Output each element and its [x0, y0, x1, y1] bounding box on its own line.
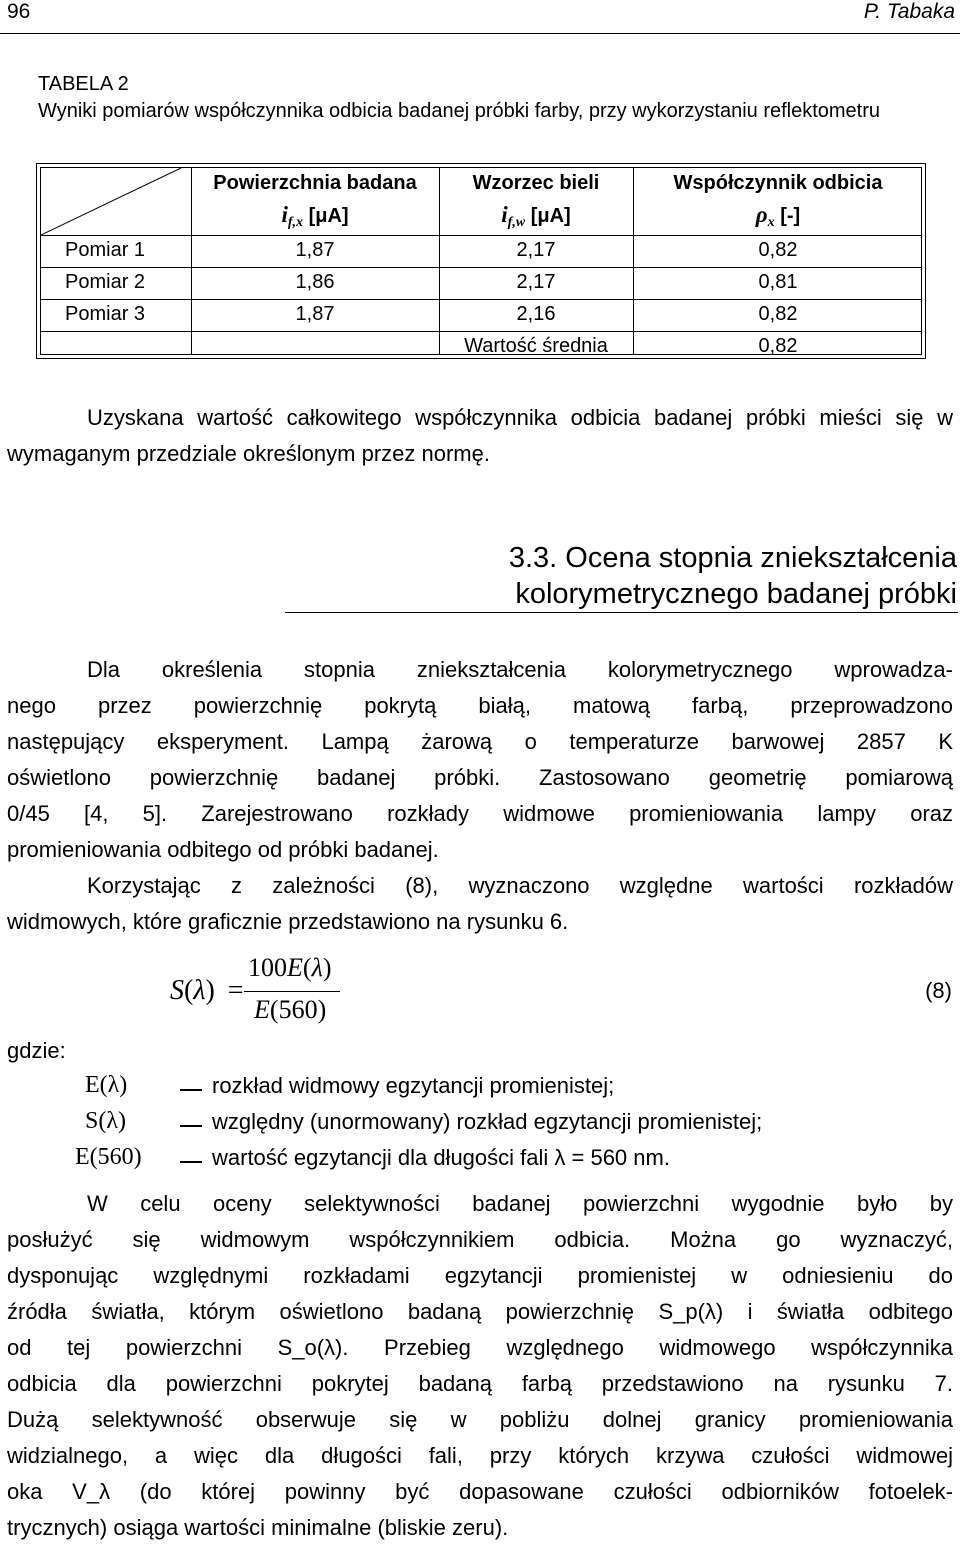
row1-c1: 1,87 [295, 239, 335, 261]
table-caption: Wyniki pomiarów współczynnika odbicia badanej próbki farby, przy wykorzystaniu reflektometru [38, 100, 881, 122]
row2-c3: 0,81 [758, 271, 798, 293]
col1-sub: f,x [287, 215, 303, 230]
formula-numerator: 100E(λ) [248, 953, 332, 982]
col1-header [191, 172, 439, 195]
page-number: 96 [7, 0, 31, 23]
results-table-inner [40, 167, 922, 355]
row3-c2: 2,16 [516, 303, 556, 325]
section-heading-rule [285, 612, 958, 613]
p4-line4: źródła światła, którym oświetlono badaną powierzchnię S_p(λ) i światła odbitego [7, 1299, 953, 1324]
p3-line1: Korzystając z zależności (8), wyznaczono względne wartości rozkładów [87, 873, 953, 898]
p4-line1: W celu oceny selektywności badanej powierzchni wygodnie było by [87, 1191, 953, 1216]
p4-line8: widzialnego, a więc dla długości fali, przy których krzywa czułości widmowej [7, 1443, 953, 1468]
p4-line3: dysponując względnymi rozkładami egzytancji promienistej w odniesieniu do [7, 1263, 953, 1288]
results-table [36, 163, 926, 359]
def3-text: wartość egzytancji dla długości fali λ = 560 nm. [212, 1145, 670, 1170]
p4-line6: odbicia dla powierzchni pokrytej badaną farbą przedstawiono na rysunku 7. [7, 1371, 953, 1396]
equation-number: (8) [925, 978, 952, 1003]
row-divider-2 [41, 299, 921, 300]
formula-num-coef: 100 [248, 953, 287, 982]
row2-c1: 1,86 [295, 271, 335, 293]
col1-symbol [191, 202, 439, 231]
col3-title: Współczynnik odbicia [673, 172, 883, 194]
col1-sym: i [281, 202, 288, 227]
average-value: 0,82 [758, 335, 798, 357]
p2-line5: 0/45 [4, 5]. Zarejestrowano rozkłady widmowe promieniowania lampy oraz [7, 801, 953, 826]
row-divider-1 [41, 267, 921, 268]
col3-header [633, 172, 923, 195]
formula-num-fn: E [287, 953, 303, 982]
col3-unit: [-] [780, 205, 801, 227]
col1-title: Powierzchnia badana [213, 172, 417, 194]
formula-denominator: E(560) [254, 995, 327, 1024]
p2-line2: nego przez powierzchnię pokrytą białą, matową farbą, przeprowadzono [7, 693, 953, 718]
def2-text: względny (unormowany) rozkład egzytancji promienistej; [212, 1109, 763, 1134]
average-label: Wartość średnia [464, 335, 608, 357]
row2-c2: 2,17 [516, 271, 556, 293]
def3-dash [180, 1161, 202, 1163]
col2-header [439, 172, 633, 195]
paragraph-relative-values [7, 868, 953, 940]
p4-line2: posłużyć się widmowym współczynnikiem odbicia. Można go wyznaczyć, [7, 1227, 953, 1252]
col2-symbol [439, 202, 633, 231]
p4-line9: oka V_λ (do której powinny być dopasowane czułości odbiorników fotoelek- [7, 1479, 953, 1504]
row1-c2: 2,17 [516, 239, 556, 261]
def1-dash [180, 1089, 202, 1091]
section-heading [285, 540, 957, 612]
where-label: gdzie: [7, 1038, 66, 1063]
row3-label: Pomiar 3 [65, 303, 146, 325]
col3-sub: x [767, 215, 775, 230]
formula-num-lambda: λ [311, 953, 323, 982]
row1-c3: 0,82 [758, 239, 798, 261]
p2-line1: Dla określenia stopnia zniekształcenia kolorymetrycznego wprowadza- [87, 657, 953, 682]
p3-line2: widmowych, które graficznie przedstawiono na rysunku 6. [7, 909, 569, 934]
formula-den-arg: 560 [278, 995, 318, 1024]
p2-line6: promieniowania odbitego od próbki badanej. [7, 837, 439, 862]
section-heading-line1: 3.3. Ocena stopnia zniekształcenia [508, 542, 957, 574]
p4-line5: od tej powierzchni S_o(λ). Przebieg względnego widmowego współczynnika [7, 1335, 953, 1360]
col1-unit: [μA] [308, 205, 349, 227]
col2-unit: [μA] [530, 205, 571, 227]
def1-symbol: E(λ) [85, 1072, 128, 1098]
row2-label: Pomiar 2 [65, 271, 146, 293]
col2-sym: i [501, 202, 508, 227]
p2-line4: oświetlono powierzchnię badanej próbki. Zastosowano geometrię pomiarową [7, 765, 953, 790]
row1-label: Pomiar 1 [65, 239, 146, 261]
paragraph-selectivity [7, 1186, 953, 1546]
running-header-author: P. Tabaka [863, 0, 955, 23]
formula-lhs-lambda: λ [193, 975, 206, 1006]
formula-den-fn: E [254, 995, 270, 1024]
p2-line3: następujący eksperyment. Lampą żarową o temperaturze barwowej 2857 K [7, 729, 953, 754]
formula-fraction-bar [244, 991, 340, 992]
section-heading-line2: kolorymetrycznego badanej próbki [515, 578, 957, 610]
def2-symbol: S(λ) [85, 1108, 126, 1134]
p4-line10: trycznych) osiąga wartości minimalne (bliskie zeru). [7, 1515, 509, 1540]
row3-c1: 1,87 [295, 303, 335, 325]
def2-dash [180, 1125, 202, 1127]
row3-c3: 0,82 [758, 303, 798, 325]
table-label: TABELA 2 [38, 73, 129, 95]
col2-title: Wzorzec bieli [472, 172, 600, 194]
p4-line7: Dużą selektywność obserwuje się w pobliżu dolnej granicy promieniowania [7, 1407, 953, 1432]
formula-equals: = [227, 975, 244, 1006]
row-divider-header [41, 235, 921, 236]
formula-lhs: S(λ) = [170, 975, 244, 1006]
row-divider-3 [41, 331, 921, 332]
formula-lhs-fn: S [170, 975, 184, 1006]
paragraph-result: Uzyskana wartość całkowitego współczynnika odbicia badanej próbki mieści się w wymaganym przedziale określonym przez normę. [7, 405, 953, 466]
def1-text: rozkład widmowy egzytancji promienistej; [212, 1073, 615, 1098]
def3-symbol: E(560) [75, 1144, 142, 1170]
col2-sub: f,w [507, 215, 526, 230]
col3-sym: ρ [755, 202, 768, 227]
header-rule [0, 33, 960, 34]
col3-symbol [633, 202, 923, 231]
paragraph-experiment [7, 652, 953, 868]
formula-8 [170, 955, 370, 1035]
